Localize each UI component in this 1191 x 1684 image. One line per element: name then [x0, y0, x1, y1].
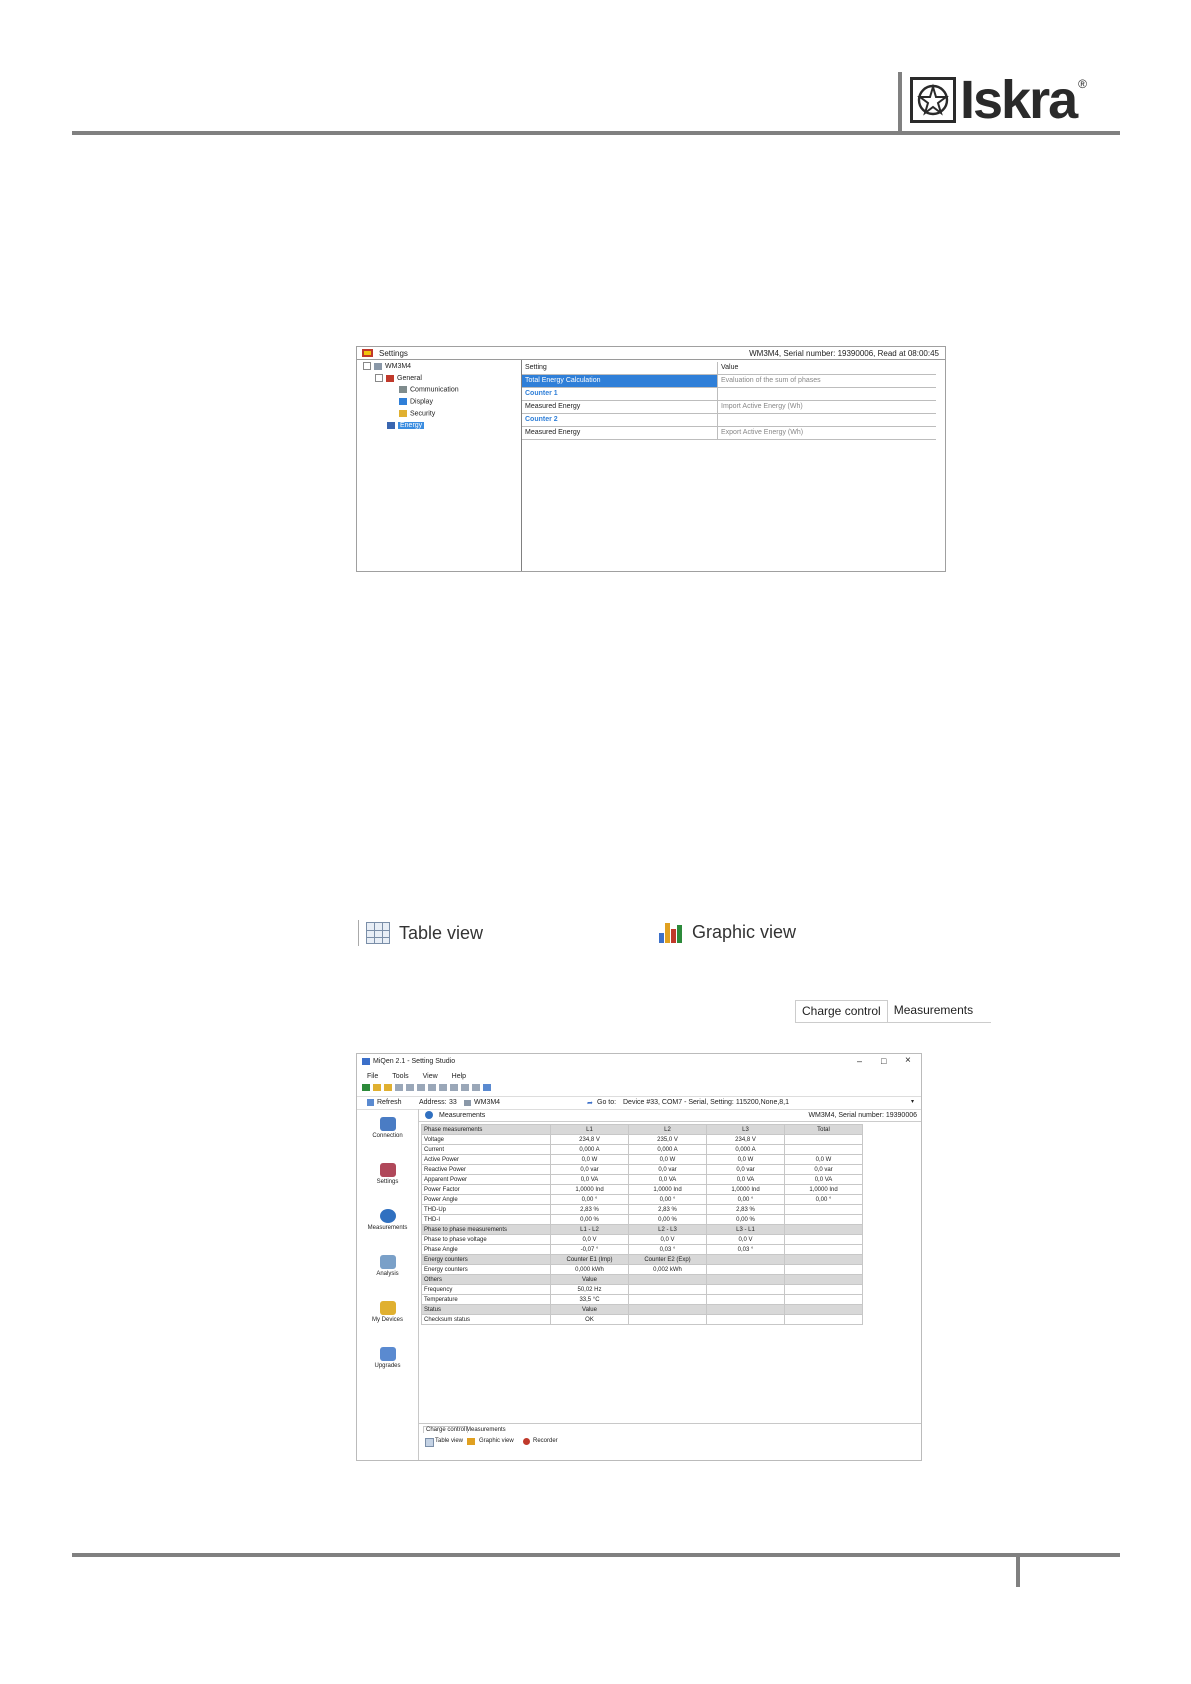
tree-general[interactable]: General	[375, 374, 422, 382]
table-cell	[785, 1295, 863, 1305]
panel-title: Measurements	[439, 1112, 486, 1119]
table-cell: 0,0 V	[629, 1235, 707, 1245]
toolbar	[362, 1084, 491, 1091]
table-cell: 1,0000 Ind	[785, 1185, 863, 1195]
tree-root[interactable]: WM3M4	[363, 362, 411, 370]
table-row	[422, 1285, 863, 1295]
table-cell: 0,0 VA	[707, 1175, 785, 1185]
table-cell: L1	[551, 1125, 629, 1135]
measurements-panel-header	[419, 1110, 922, 1122]
collapse-icon[interactable]	[363, 362, 371, 370]
table-cell: Active Power	[422, 1155, 551, 1165]
device-name: WM3M4	[474, 1099, 501, 1106]
collapse-icon[interactable]	[375, 374, 383, 382]
table-cell	[707, 1255, 785, 1265]
table-cell: Value	[551, 1275, 629, 1285]
app-icon	[362, 1058, 370, 1065]
table-cell: Voltage	[422, 1135, 551, 1145]
table-cell: Reactive Power	[422, 1165, 551, 1175]
maximize-button[interactable]: □	[881, 1056, 887, 1066]
table-section-header	[422, 1255, 863, 1265]
address-bar	[357, 1096, 921, 1110]
table-cell: Apparent Power	[422, 1175, 551, 1185]
table-cell	[785, 1285, 863, 1295]
recorder-icon	[523, 1438, 530, 1445]
iskra-logo	[910, 70, 1087, 130]
table-cell: 0,000 A	[707, 1145, 785, 1155]
table-cell: Energy counters	[422, 1265, 551, 1275]
table-cell: Phase measurements	[422, 1125, 551, 1135]
table-cell: 1,0000 Ind	[707, 1185, 785, 1195]
table-cell: OK	[551, 1315, 629, 1325]
table-cell: 0,03 °	[629, 1245, 707, 1255]
table-cell: 2,83 %	[551, 1205, 629, 1215]
table-cell: 0,00 °	[785, 1195, 863, 1205]
general-icon	[386, 375, 394, 382]
table-cell	[785, 1215, 863, 1225]
table-cell: Total	[785, 1125, 863, 1135]
table-cell: Status	[422, 1305, 551, 1315]
toolbar-icon[interactable]	[395, 1084, 403, 1091]
settings-title: Settings	[379, 349, 408, 358]
table-cell: Others	[422, 1275, 551, 1285]
footer-divider	[1016, 1553, 1020, 1587]
menu-bar	[367, 1073, 466, 1080]
menu-help[interactable]: Help	[451, 1073, 467, 1080]
table-row	[422, 1155, 863, 1165]
graphic-view-button[interactable]: Graphic view	[479, 1438, 514, 1444]
table-cell: Power Angle	[422, 1195, 551, 1205]
table-cell: Value	[551, 1305, 629, 1315]
connection-icon	[380, 1117, 396, 1131]
goto-value[interactable]: Device #33, COM7 - Serial, Setting: 115200,None,8,1	[623, 1099, 790, 1106]
grid-row[interactable]: Measured Energy Export Active Energy (Wh)	[522, 427, 936, 440]
settings-grid	[522, 362, 936, 440]
minimize-button[interactable]: –	[857, 1056, 863, 1066]
table-cell	[707, 1285, 785, 1295]
graphic-view-label: Graphic view	[692, 921, 797, 942]
my-devices-icon	[380, 1301, 396, 1315]
energy-icon	[387, 422, 395, 429]
tree-communication[interactable]: Communication	[399, 386, 459, 393]
settings-window	[356, 346, 946, 572]
settings-tree	[357, 360, 522, 572]
toolbar-icon[interactable]	[362, 1084, 370, 1091]
table-cell: 0,0 W	[707, 1155, 785, 1165]
table-cell: 234,8 V	[551, 1135, 629, 1145]
table-cell: Temperature	[422, 1295, 551, 1305]
table-cell	[629, 1275, 707, 1285]
table-cell: 0,03 °	[707, 1245, 785, 1255]
table-cell	[785, 1225, 863, 1235]
nav-measurements[interactable]: Measurements	[357, 1209, 418, 1231]
communication-icon	[399, 386, 407, 393]
table-row	[422, 1245, 863, 1255]
settings-titlebar	[357, 347, 945, 360]
tree-energy[interactable]: Energy	[387, 422, 424, 429]
table-cell: 0,0 var	[707, 1165, 785, 1175]
display-icon	[399, 398, 407, 405]
nav-analysis[interactable]: Analysis	[357, 1255, 418, 1277]
table-cell	[785, 1305, 863, 1315]
table-row	[422, 1135, 863, 1145]
registered-mark: ®	[1078, 77, 1087, 91]
table-cell	[707, 1305, 785, 1315]
table-cell: 0,0 var	[785, 1165, 863, 1175]
table-cell	[785, 1255, 863, 1265]
toolbar-icon[interactable]	[384, 1084, 392, 1091]
settings-icon	[380, 1163, 396, 1177]
table-row	[422, 1315, 863, 1325]
table-icon	[366, 922, 390, 944]
toolbar-icon[interactable]	[450, 1084, 458, 1091]
grid-row[interactable]: Total Energy Calculation Evaluation of the sum of phases	[522, 375, 936, 388]
table-cell: 0,0 var	[629, 1165, 707, 1175]
table-cell: Phase Angle	[422, 1245, 551, 1255]
table-cell	[629, 1295, 707, 1305]
table-cell: 0,00 %	[629, 1215, 707, 1225]
table-cell: 0,00 %	[551, 1215, 629, 1225]
menu-tools[interactable]: Tools	[392, 1073, 409, 1080]
table-view-button[interactable]: Table view	[435, 1438, 464, 1444]
table-icon	[425, 1438, 434, 1447]
chart-icon	[467, 1438, 475, 1445]
table-row	[422, 1175, 863, 1185]
table-cell	[707, 1295, 785, 1305]
chevron-down-icon[interactable]: ▾	[911, 1099, 915, 1105]
tab-charge-control[interactable]: Charge control	[795, 1000, 888, 1022]
recorder-button[interactable]: Recorder	[533, 1438, 558, 1444]
table-cell: L2	[629, 1125, 707, 1135]
table-cell	[785, 1145, 863, 1155]
table-cell: 2,83 %	[629, 1205, 707, 1215]
table-cell	[785, 1315, 863, 1325]
logo-text: Iskra	[960, 70, 1077, 130]
tab-measurements[interactable]: Measurements	[893, 1003, 974, 1017]
table-cell: 0,0 V	[551, 1235, 629, 1245]
table-cell	[707, 1265, 785, 1275]
lock-icon	[399, 410, 407, 417]
toolbar-icon[interactable]	[417, 1084, 425, 1091]
miqen-titlebar	[357, 1054, 921, 1070]
address-label: Address:	[419, 1099, 447, 1106]
menu-view[interactable]: View	[422, 1073, 438, 1080]
table-row	[422, 1215, 863, 1225]
left-nav	[357, 1109, 419, 1461]
table-view-label: Table view	[399, 922, 484, 943]
miqen-window	[356, 1053, 922, 1461]
tab-measurements[interactable]: Measurements	[466, 1427, 506, 1433]
header-rule	[72, 131, 1120, 135]
toolbar-icon[interactable]	[373, 1084, 381, 1091]
table-cell: 0,000 A	[629, 1145, 707, 1155]
table-cell: 0,0 VA	[629, 1175, 707, 1185]
table-cell	[785, 1265, 863, 1275]
table-cell: 0,00 °	[551, 1195, 629, 1205]
table-cell: 0,0 var	[551, 1165, 629, 1175]
nav-upgrades[interactable]: Upgrades	[357, 1347, 418, 1369]
table-cell	[629, 1285, 707, 1295]
table-cell	[707, 1315, 785, 1325]
tree-security[interactable]: Security	[399, 410, 435, 417]
tree-display[interactable]: Display	[399, 398, 433, 405]
table-cell: Frequency	[422, 1285, 551, 1295]
table-cell: 0,0 VA	[551, 1175, 629, 1185]
table-row	[422, 1145, 863, 1155]
table-cell: Energy counters	[422, 1255, 551, 1265]
table-cell: 0,0 V	[707, 1235, 785, 1245]
panel-device-info: WM3M4, Serial number: 19390006	[808, 1112, 917, 1119]
table-cell: L3 - L1	[707, 1225, 785, 1235]
toolbar-icon[interactable]	[439, 1084, 447, 1091]
refresh-button[interactable]: Refresh	[377, 1099, 402, 1106]
app-title: MiQen 2.1 - Setting Studio	[373, 1058, 456, 1065]
table-cell	[785, 1135, 863, 1145]
table-cell	[785, 1275, 863, 1285]
settings-icon	[362, 349, 373, 357]
toolbar-icon[interactable]	[472, 1084, 480, 1091]
toolbar-icon[interactable]	[461, 1084, 469, 1091]
table-cell: Current	[422, 1145, 551, 1155]
menu-file[interactable]: File	[367, 1073, 379, 1080]
toolbar-icon[interactable]	[406, 1084, 414, 1091]
toolbar-icon[interactable]	[483, 1084, 491, 1091]
tab-strip	[795, 1000, 991, 1023]
table-cell: 0,0 VA	[785, 1175, 863, 1185]
upgrades-icon	[380, 1347, 396, 1361]
table-cell: Checksum status	[422, 1315, 551, 1325]
table-cell: -0,07 °	[551, 1245, 629, 1255]
table-cell: 2,83 %	[707, 1205, 785, 1215]
table-cell: 0,0 W	[629, 1155, 707, 1165]
table-cell: 33,5 °C	[551, 1295, 629, 1305]
grid-header: Setting Value	[522, 362, 936, 375]
table-cell: 50,02 Hz	[551, 1285, 629, 1295]
table-cell	[785, 1205, 863, 1215]
table-cell: 1,0000 Ind	[629, 1185, 707, 1195]
table-row	[422, 1265, 863, 1275]
table-cell: L2 - L3	[629, 1225, 707, 1235]
nav-connection[interactable]: Connection	[357, 1117, 418, 1139]
grid-row[interactable]: Counter 2	[522, 414, 936, 427]
table-cell: 0,0 W	[785, 1155, 863, 1165]
table-cell: 234,8 V	[707, 1135, 785, 1145]
measurements-table	[421, 1124, 863, 1325]
nav-settings[interactable]: Settings	[357, 1163, 418, 1185]
table-section-header	[422, 1275, 863, 1285]
table-cell: 235,0 V	[629, 1135, 707, 1145]
device-icon	[374, 363, 382, 370]
table-row	[422, 1235, 863, 1245]
table-row	[422, 1195, 863, 1205]
table-section-header	[422, 1125, 863, 1135]
device-icon	[464, 1100, 471, 1106]
measurements-icon	[425, 1111, 433, 1119]
table-cell	[785, 1245, 863, 1255]
table-row	[422, 1205, 863, 1215]
table-cell: Phase to phase voltage	[422, 1235, 551, 1245]
goto-arrow-icon: ➦	[587, 1100, 593, 1107]
close-button[interactable]: ×	[905, 1055, 911, 1066]
tab-charge-control[interactable]: Charge control	[423, 1426, 468, 1433]
table-cell	[785, 1235, 863, 1245]
table-cell: 0,000 A	[551, 1145, 629, 1155]
goto-label[interactable]: Go to:	[597, 1099, 617, 1106]
bottom-tabs	[419, 1423, 922, 1449]
table-row	[422, 1165, 863, 1175]
table-cell: 0,000 kWh	[551, 1265, 629, 1275]
table-cell	[707, 1275, 785, 1285]
table-cell: THD-Up	[422, 1205, 551, 1215]
address-value: 33	[449, 1099, 457, 1106]
table-row	[422, 1295, 863, 1305]
table-cell: Power Factor	[422, 1185, 551, 1195]
table-cell: Counter E2 (Exp)	[629, 1255, 707, 1265]
table-cell: 0,00 %	[707, 1215, 785, 1225]
table-cell: L1 - L2	[551, 1225, 629, 1235]
table-section-header	[422, 1225, 863, 1235]
table-cell: L3	[707, 1125, 785, 1135]
table-cell: 0,00 °	[707, 1195, 785, 1205]
table-cell: 1,0000 Ind	[551, 1185, 629, 1195]
graphic-view-button[interactable]	[659, 921, 796, 943]
refresh-icon[interactable]	[367, 1099, 374, 1106]
nav-my-devices[interactable]: My Devices	[357, 1301, 418, 1323]
analysis-icon	[380, 1255, 396, 1269]
grid-row[interactable]: Counter 1	[522, 388, 936, 401]
table-cell: 0,00 °	[629, 1195, 707, 1205]
table-cell: THD-I	[422, 1215, 551, 1225]
table-cell	[629, 1305, 707, 1315]
footer-rule	[72, 1553, 1120, 1557]
table-cell	[629, 1315, 707, 1325]
table-cell: 0,0 W	[551, 1155, 629, 1165]
device-info: WM3M4, Serial number: 19390006, Read at 08:00:45	[749, 349, 939, 358]
table-cell: Phase to phase measurements	[422, 1225, 551, 1235]
table-cell: Counter E1 (Imp)	[551, 1255, 629, 1265]
table-view-button[interactable]	[366, 922, 483, 944]
chart-icon	[659, 921, 683, 943]
toolbar-icon[interactable]	[428, 1084, 436, 1091]
table-row	[422, 1185, 863, 1195]
table-cell: 0,002 kWh	[629, 1265, 707, 1275]
table-section-header	[422, 1305, 863, 1315]
grid-row[interactable]: Measured Energy Import Active Energy (Wh)	[522, 401, 936, 414]
iskra-emblem-icon	[910, 77, 956, 123]
measurements-icon	[380, 1209, 396, 1223]
header-divider	[898, 72, 902, 135]
separator	[358, 920, 359, 946]
